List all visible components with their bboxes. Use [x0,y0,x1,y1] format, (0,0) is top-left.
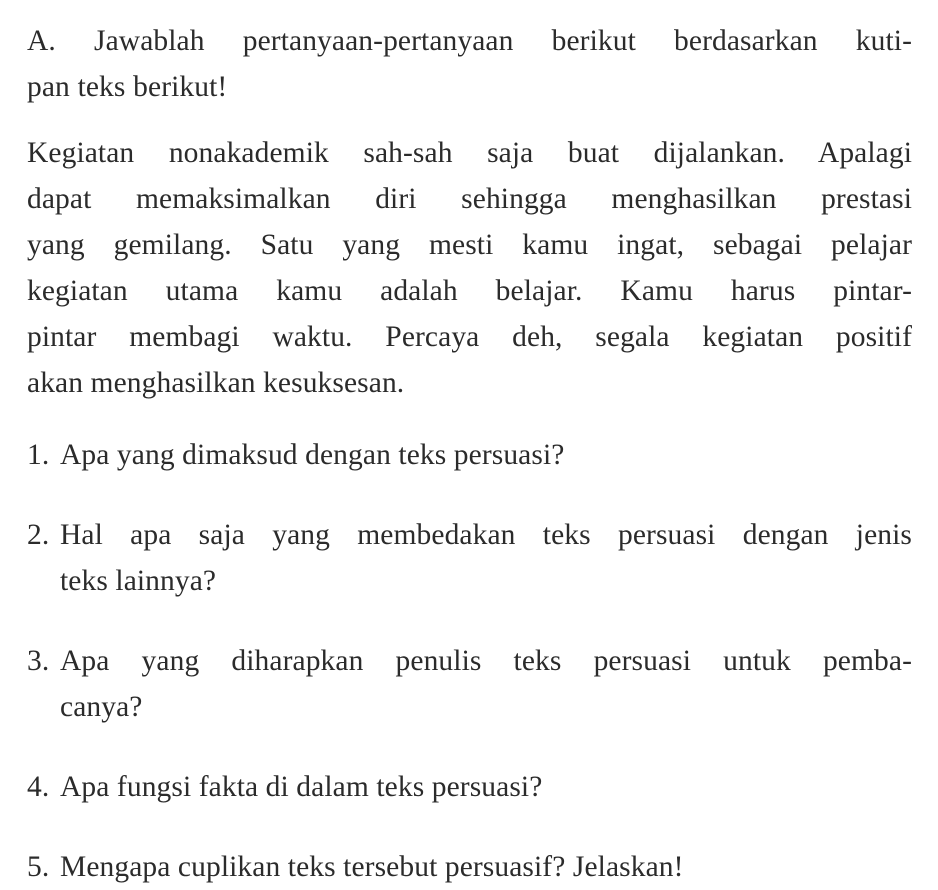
question-text-1: Apa yang dimaksud dengan teks persuasi? [60,439,565,471]
passage-line-6: akan menghasilkan kesuksesan. [27,367,405,399]
question-number-1: 1. [27,439,50,471]
question-text-5: Mengapa cuplikan teks tersebut persuasif? Jelaskan! [60,851,684,883]
question-item-3 [27,638,912,730]
reading-passage [27,130,912,406]
question-number-4: 4. [27,771,50,803]
question-text-4: Apa fungsi fakta di dalam teks persuasi? [60,771,543,803]
question-number-2: 2. [27,519,50,551]
section-heading [27,18,912,110]
passage-line-5: pintar membagi waktu. Percaya deh, segala kegiatan positif [27,321,912,353]
question-3-line-2: canya? [60,691,143,723]
passage-line-1: Kegiatan nonakademik sah-sah saja buat dijalankan. Apalagi [27,137,912,169]
question-text-2 [60,512,912,604]
question-item-5 [27,844,912,890]
passage-line-3: yang gemilang. Satu yang mesti kamu ingat, sebagai pelajar [27,229,912,261]
question-item-1 [27,432,912,478]
question-3-line-1: Apa yang diharapkan penulis teks persuasi untuk pemba- [60,645,912,677]
question-list [27,432,912,890]
question-text-3 [60,638,912,730]
document-content [27,18,912,890]
question-number-3: 3. [27,645,50,677]
question-number-5: 5. [27,851,50,883]
section-heading-line-2: pan teks berikut! [27,71,228,103]
question-item-4 [27,764,912,810]
question-item-2 [27,512,912,604]
section-heading-line-1: A. Jawablah pertanyaan-pertanyaan berikut berdasarkan kuti- [27,25,912,57]
question-2-line-2: teks lainnya? [60,565,217,597]
passage-line-2: dapat memaksimalkan diri sehingga menghasilkan prestasi [27,183,912,215]
question-2-line-1: Hal apa saja yang membedakan teks persuasi dengan jenis [60,519,912,551]
passage-line-4: kegiatan utama kamu adalah belajar. Kamu harus pintar- [27,275,912,307]
